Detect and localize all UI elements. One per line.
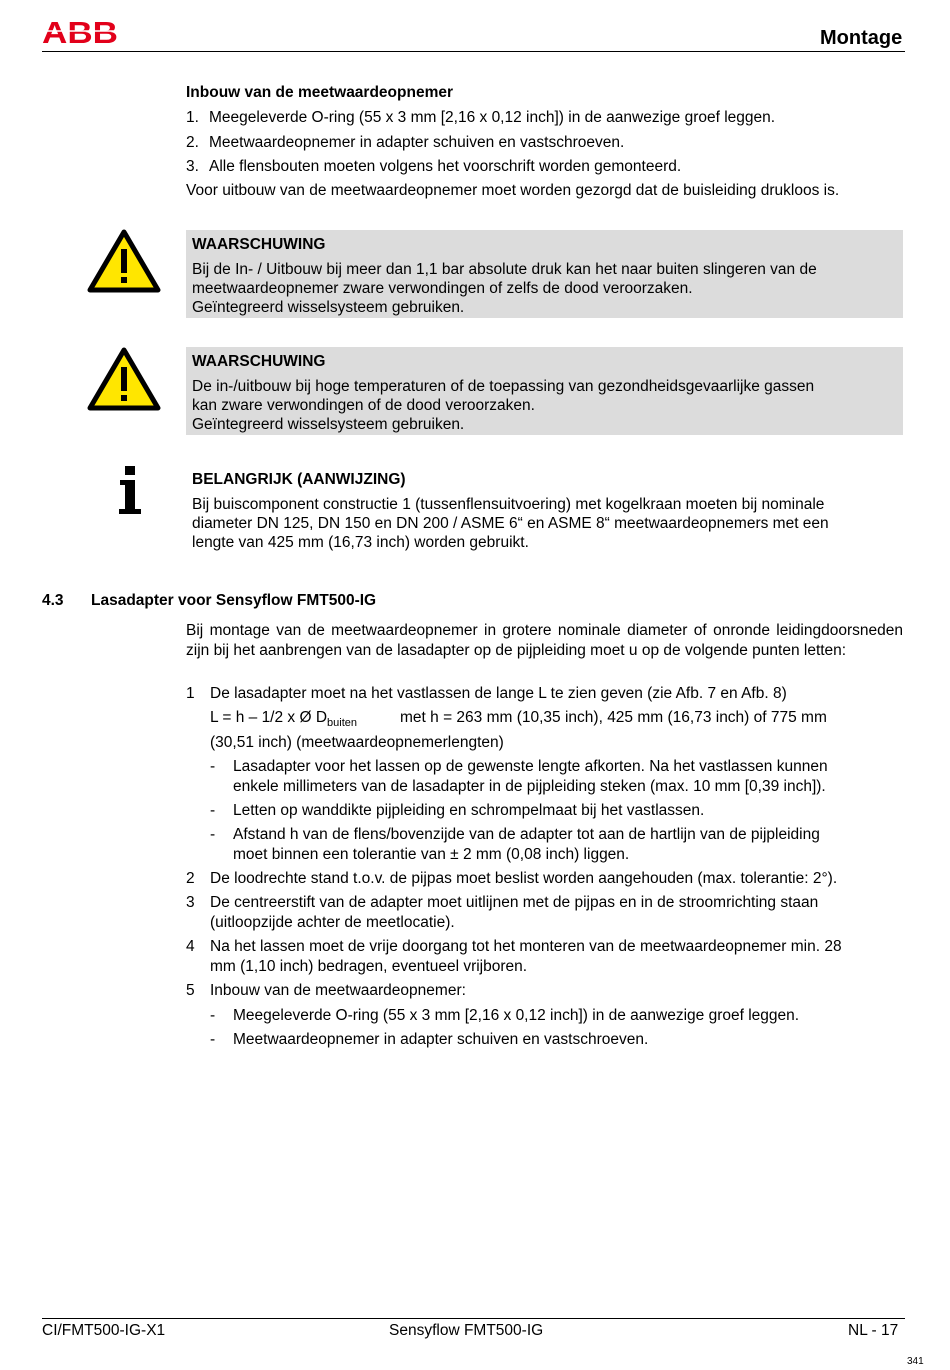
step-number: 1. [186,109,199,126]
step-number: 3. [186,158,199,175]
section-intro: Bij montage van de meetwaardeopnemer in grotere nominale diameter of onronde leidingdoorsneden zijn bij het aanbrengen van de lasadapter op de pijpleiding moet u op de volgende punten letten: [186,622,903,659]
warning-text-line: De in-/uitbouw bij hoge temperaturen of de toepassing van gezondheidsgevaarlijke gassen [192,378,815,395]
list-number: 2 [186,870,195,887]
abb-logo-text: ABB [42,17,118,45]
install-step-3 [186,157,682,177]
section-number: 4.3 [42,592,64,609]
warning-text-line: Bij de In- / Uitbouw bij meer dan 1,1 bar absolute druk kan het naar buiten slingeren van de [192,261,817,278]
bullet-dash: - [210,826,216,843]
install-step-1 [186,108,776,128]
install-step-2 [186,133,625,153]
warning-text-line: kan zware verwondingen of de dood veroorzaken. [192,397,535,414]
formula-line-2: (30,51 inch) (meetwaardeopnemerlengten) [210,734,504,751]
list-item-line: De centreerstift van de adapter moet uitlijnen met de pijpas en in de stroomrichting staan [210,894,819,911]
section-heading: Lasadapter voor Sensyflow FMT500-IG [91,592,377,609]
bullet-line: Afstand h van de flens/bovenzijde van de adapter tot aan de hartlijn van de pijpleiding [233,826,820,843]
warning-triangle-icon [87,347,161,416]
bullet-item [233,825,820,864]
list-number: 1 [186,685,195,702]
warning-text-line: Geïntegreerd wisselsysteem gebruiken. [192,299,465,316]
warning-box-1 [186,230,903,318]
warning-text-line: meetwaardeopnemer zware verwondingen of zelfs de dood veroorzaken. [192,280,693,297]
formula-main: L = h – 1/2 x Ø D [210,709,328,726]
list-item-text: Inbouw van de meetwaardeopnemer: [210,982,466,999]
bullet-dash: - [210,1031,216,1048]
warning-box-2 [186,347,903,435]
install-heading: Inbouw van de meetwaardeopnemer [186,84,454,101]
important-text-line: diameter DN 125, DN 150 en DN 200 / ASME 6“ en ASME 8“ meetwaardeopnemers met een [192,515,829,532]
bullet-line: enkele millimeters van de lasadapter in de pijpleiding steken (max. 10 mm [0,39 inch]). [233,777,826,795]
header-rule [42,51,905,52]
step-number: 2. [186,134,199,151]
list-item-text: De loodrechte stand t.o.v. de pijpas moet beslist worden aangehouden (max. tolerantie: 2°). [210,870,838,887]
important-note [186,470,903,556]
list-item [210,937,842,976]
warning-triangle-icon [87,229,161,298]
list-item [210,893,818,932]
list-item-line: mm (1,10 inch) bedragen, eventueel vrijboren. [210,957,528,975]
warning-title: WAARSCHUWING [192,353,326,370]
formula-subscript: buiten [327,717,358,729]
bullet-line: moet binnen een tolerantie van ± 2 mm (0,08 inch) liggen. [233,845,630,863]
info-icon [118,466,142,521]
step-text: Meegeleverde O-ring (55 x 3 mm [2,16 x 0,12 inch]) in de aanwezige groef leggen. [209,109,776,126]
bullet-line: Letten op wanddikte pijpleiding en schrompelmaat bij het vastlassen. [233,802,705,819]
list-item-line: (uitloopzijde achter de meetlocatie). [210,913,455,931]
step-text: Alle flensbouten moeten volgens het voorschrift worden gemonteerd. [209,158,682,175]
bullet-dash: - [210,1007,216,1024]
warning-text-line: Geïntegreerd wisselsysteem gebruiken. [192,416,465,433]
page-number: 341 [907,1356,924,1367]
list-item-text: De lasadapter moet na het vastlassen de lange L te zien geven (zie Afb. 7 en Afb. 8) [210,685,787,702]
footer-page: NL - 17 [848,1322,899,1339]
bullet-dash: - [210,802,216,819]
bullet-dash: - [210,758,216,775]
important-title: BELANGRIJK (AANWIJZING) [192,471,406,488]
footer-rule [42,1318,905,1319]
warning-title: WAARSCHUWING [192,236,326,253]
abb-logo [42,17,120,50]
footer-product: Sensyflow FMT500-IG [389,1322,544,1339]
step-text: Meetwaardeopnemer in adapter schuiven en vastschroeven. [209,134,625,151]
bullet-line: Meegeleverde O-ring (55 x 3 mm [2,16 x 0,12 inch]) in de aanwezige groef leggen. [233,1007,800,1024]
formula-rest: met h = 263 mm (10,35 inch), 425 mm (16,73 inch) of 775 mm [400,709,827,726]
list-number: 5 [186,982,195,999]
install-note: Voor uitbouw van de meetwaardeopnemer moet worden gezorgd dat de buisleiding drukloos is. [186,182,840,199]
formula [210,708,357,728]
list-number: 4 [186,938,195,955]
footer-doc-id: CI/FMT500-IG-X1 [42,1322,166,1339]
bullet-line: Meetwaardeopnemer in adapter schuiven en vastschroeven. [233,1031,649,1048]
bullet-item [233,757,828,796]
important-text-line: lengte van 425 mm (16,73 inch) worden gebruikt. [192,534,529,551]
list-number: 3 [186,894,195,911]
important-text-line: Bij buiscomponent constructie 1 (tussenflensuitvoering) met kogelkraan moeten bij nominale [192,496,825,513]
bullet-line: Lasadapter voor het lassen op de gewenste lengte afkorten. Na het vastlassen kunnen [233,758,828,775]
section-title: Montage [820,27,903,49]
list-item-line: Na het lassen moet de vrije doorgang tot het monteren van de meetwaardeopnemer min. 28 [210,938,842,955]
